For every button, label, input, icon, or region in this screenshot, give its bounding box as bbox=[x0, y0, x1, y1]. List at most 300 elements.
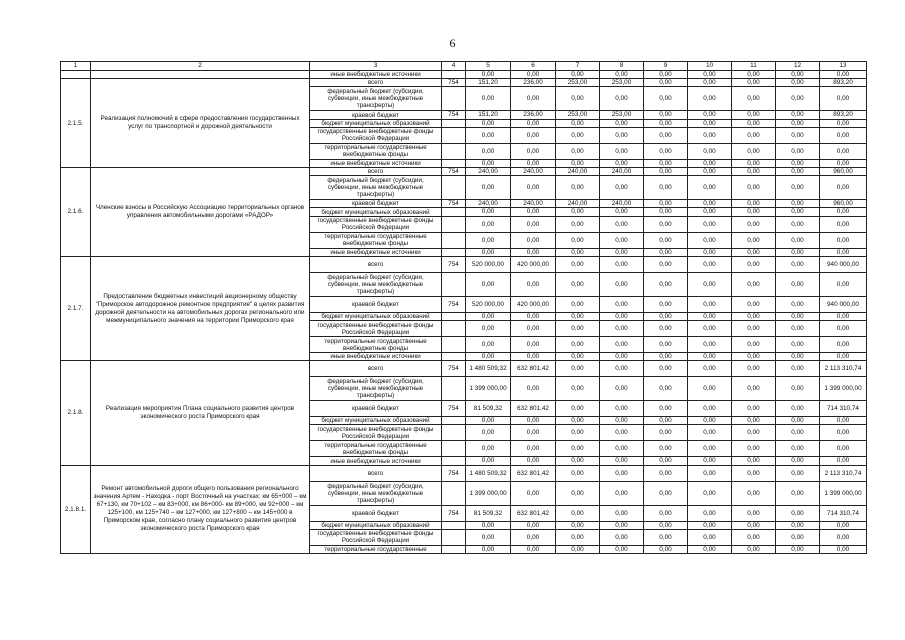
grbs-cell bbox=[442, 425, 466, 441]
value-cell: 0,00 bbox=[776, 272, 820, 296]
source-cell: территориальные государственные внебюджетные фонды bbox=[310, 337, 442, 353]
value-cell: 0,00 bbox=[600, 159, 644, 167]
value-cell: 0,00 bbox=[556, 441, 600, 457]
value-cell: 0,00 bbox=[688, 119, 732, 127]
value-cell: 632 801,42 bbox=[511, 401, 556, 417]
value-cell: 0,00 bbox=[600, 353, 644, 361]
value-cell: 0,00 bbox=[556, 71, 600, 79]
source-cell: государственные внебюджетные фонды Российской Федерации bbox=[310, 216, 442, 232]
value-cell: 0,00 bbox=[466, 417, 511, 425]
value-cell: 0,00 bbox=[732, 119, 776, 127]
value-cell: 0,00 bbox=[600, 417, 644, 425]
value-cell: 0,00 bbox=[776, 441, 820, 457]
value-cell: 0,00 bbox=[466, 143, 511, 159]
value-cell: 0,00 bbox=[600, 521, 644, 529]
value-cell: 0,00 bbox=[644, 312, 688, 320]
value-cell: 0,00 bbox=[511, 176, 556, 200]
value-cell: 0,00 bbox=[556, 353, 600, 361]
grbs-cell bbox=[442, 545, 466, 553]
value-cell: 0,00 bbox=[776, 119, 820, 127]
value-cell: 0,00 bbox=[776, 232, 820, 248]
value-cell: 0,00 bbox=[600, 208, 644, 216]
source-cell: всего bbox=[310, 256, 442, 272]
grbs-cell bbox=[442, 127, 466, 143]
value-cell: 0,00 bbox=[600, 441, 644, 457]
value-cell: 0,00 bbox=[600, 232, 644, 248]
value-cell: 0,00 bbox=[820, 87, 867, 111]
grbs-cell bbox=[442, 481, 466, 505]
budget-table bbox=[60, 61, 867, 554]
value-cell: 0,00 bbox=[556, 529, 600, 545]
source-cell: иные внебюджетные источники bbox=[310, 248, 442, 256]
source-cell: федеральный бюджет (субсидии, субвенции, иные межбюджетные трансферты) bbox=[310, 481, 442, 505]
value-cell: 253,00 bbox=[600, 111, 644, 119]
value-cell: 714 310,74 bbox=[820, 401, 867, 417]
value-cell: 0,00 bbox=[732, 521, 776, 529]
value-cell: 0,00 bbox=[511, 457, 556, 465]
column-header: 4 bbox=[442, 62, 466, 71]
column-header: 13 bbox=[820, 62, 867, 71]
value-cell: 0,00 bbox=[466, 208, 511, 216]
grbs-cell bbox=[442, 248, 466, 256]
grbs-cell: 754 bbox=[442, 200, 466, 208]
value-cell: 0,00 bbox=[511, 143, 556, 159]
grbs-cell: 754 bbox=[442, 111, 466, 119]
value-cell: 0,00 bbox=[688, 521, 732, 529]
value-cell: 0,00 bbox=[776, 377, 820, 401]
value-cell: 0,00 bbox=[466, 521, 511, 529]
value-cell: 632 801,42 bbox=[511, 361, 556, 377]
value-cell: 0,00 bbox=[511, 545, 556, 553]
section-name: Ремонт автомобильной дороги общего пользования регионального значения Артем - Находка - порт Восточный на участках: км 65+000 – км 67+130, км 70+102 – км 83+000, км 86+000- км 89+000, км 92+000 – км 125+100, км 125+740 – км 127+000, км 127+800 – км 145+000 в Приморском крае, согласно плану социального развития центров экономического роста Приморского края bbox=[91, 465, 310, 553]
source-cell: краевой бюджет bbox=[310, 111, 442, 119]
value-cell: 0,00 bbox=[511, 353, 556, 361]
value-cell: 0,00 bbox=[732, 111, 776, 119]
value-cell: 0,00 bbox=[466, 232, 511, 248]
value-cell: 0,00 bbox=[776, 457, 820, 465]
value-cell: 0,00 bbox=[732, 168, 776, 176]
column-header: 2 bbox=[91, 62, 310, 71]
value-cell: 0,00 bbox=[511, 321, 556, 337]
source-cell: краевой бюджет bbox=[310, 296, 442, 312]
value-cell: 0,00 bbox=[556, 361, 600, 377]
value-cell: 240,00 bbox=[600, 168, 644, 176]
value-cell: 0,00 bbox=[511, 216, 556, 232]
value-cell: 0,00 bbox=[688, 529, 732, 545]
value-cell: 0,00 bbox=[776, 417, 820, 425]
value-cell: 81 509,32 bbox=[466, 505, 511, 521]
value-cell: 0,00 bbox=[600, 127, 644, 143]
value-cell: 0,00 bbox=[688, 232, 732, 248]
value-cell: 0,00 bbox=[776, 353, 820, 361]
value-cell: 0,00 bbox=[644, 71, 688, 79]
value-cell: 0,00 bbox=[776, 208, 820, 216]
value-cell: 0,00 bbox=[511, 417, 556, 425]
value-cell: 0,00 bbox=[644, 441, 688, 457]
value-cell: 0,00 bbox=[820, 216, 867, 232]
value-cell: 0,00 bbox=[556, 401, 600, 417]
value-cell: 0,00 bbox=[732, 159, 776, 167]
value-cell: 0,00 bbox=[732, 143, 776, 159]
value-cell: 0,00 bbox=[511, 232, 556, 248]
value-cell: 0,00 bbox=[820, 441, 867, 457]
value-cell: 0,00 bbox=[820, 248, 867, 256]
value-cell: 0,00 bbox=[556, 321, 600, 337]
grbs-cell: 754 bbox=[442, 79, 466, 87]
value-cell: 0,00 bbox=[732, 256, 776, 272]
column-header: 6 bbox=[511, 62, 556, 71]
value-cell: 0,00 bbox=[732, 457, 776, 465]
value-cell: 0,00 bbox=[466, 441, 511, 457]
section-name: Реализация мероприятия Плана социального развития центров экономического роста Приморского края bbox=[91, 361, 310, 465]
value-cell: 0,00 bbox=[600, 71, 644, 79]
value-cell: 0,00 bbox=[688, 168, 732, 176]
value-cell: 0,00 bbox=[466, 248, 511, 256]
value-cell: 0,00 bbox=[644, 457, 688, 465]
value-cell: 0,00 bbox=[776, 521, 820, 529]
value-cell: 0,00 bbox=[820, 545, 867, 553]
value-cell: 0,00 bbox=[688, 87, 732, 111]
value-cell: 0,00 bbox=[776, 505, 820, 521]
value-cell: 0,00 bbox=[511, 377, 556, 401]
value-cell: 0,00 bbox=[556, 457, 600, 465]
column-header: 1 bbox=[61, 62, 91, 71]
value-cell: 2 113 310,74 bbox=[820, 361, 867, 377]
value-cell: 0,00 bbox=[732, 87, 776, 111]
value-cell: 960,00 bbox=[820, 168, 867, 176]
value-cell: 0,00 bbox=[511, 119, 556, 127]
value-cell: 0,00 bbox=[511, 87, 556, 111]
section-code: 2.1.5. bbox=[61, 79, 91, 168]
value-cell: 0,00 bbox=[466, 353, 511, 361]
value-cell: 240,00 bbox=[511, 168, 556, 176]
value-cell: 0,00 bbox=[600, 176, 644, 200]
value-cell: 0,00 bbox=[820, 232, 867, 248]
value-cell: 0,00 bbox=[644, 119, 688, 127]
value-cell: 0,00 bbox=[466, 127, 511, 143]
value-cell: 0,00 bbox=[732, 248, 776, 256]
value-cell: 0,00 bbox=[732, 361, 776, 377]
value-cell: 0,00 bbox=[688, 353, 732, 361]
value-cell: 240,00 bbox=[466, 168, 511, 176]
value-cell: 0,00 bbox=[732, 272, 776, 296]
value-cell: 0,00 bbox=[776, 401, 820, 417]
value-cell: 0,00 bbox=[732, 465, 776, 481]
value-cell: 0,00 bbox=[556, 417, 600, 425]
value-cell: 0,00 bbox=[820, 337, 867, 353]
value-cell: 0,00 bbox=[776, 176, 820, 200]
value-cell: 0,00 bbox=[644, 168, 688, 176]
value-cell: 0,00 bbox=[776, 337, 820, 353]
value-cell: 0,00 bbox=[556, 425, 600, 441]
value-cell: 0,00 bbox=[732, 79, 776, 87]
value-cell: 0,00 bbox=[644, 143, 688, 159]
value-cell: 0,00 bbox=[732, 417, 776, 425]
value-cell: 0,00 bbox=[820, 521, 867, 529]
value-cell: 0,00 bbox=[688, 481, 732, 505]
value-cell: 0,00 bbox=[556, 216, 600, 232]
value-cell: 940 000,00 bbox=[820, 256, 867, 272]
source-cell: бюджет муниципальных образований bbox=[310, 208, 442, 216]
value-cell: 0,00 bbox=[732, 425, 776, 441]
value-cell: 0,00 bbox=[688, 256, 732, 272]
source-cell: всего bbox=[310, 465, 442, 481]
value-cell: 0,00 bbox=[776, 312, 820, 320]
value-cell: 240,00 bbox=[600, 200, 644, 208]
value-cell: 0,00 bbox=[688, 248, 732, 256]
value-cell: 0,00 bbox=[688, 79, 732, 87]
value-cell: 0,00 bbox=[644, 521, 688, 529]
grbs-cell: 754 bbox=[442, 361, 466, 377]
value-cell: 0,00 bbox=[820, 208, 867, 216]
source-cell: иные внебюджетные источники bbox=[310, 457, 442, 465]
value-cell: 0,00 bbox=[466, 312, 511, 320]
value-cell: 0,00 bbox=[732, 337, 776, 353]
source-cell: бюджет муниципальных образований bbox=[310, 119, 442, 127]
column-header: 3 bbox=[310, 62, 442, 71]
value-cell: 0,00 bbox=[511, 71, 556, 79]
value-cell: 0,00 bbox=[600, 87, 644, 111]
value-cell: 0,00 bbox=[644, 200, 688, 208]
value-cell: 0,00 bbox=[644, 361, 688, 377]
table-body bbox=[61, 71, 867, 554]
value-cell: 0,00 bbox=[776, 425, 820, 441]
value-cell: 0,00 bbox=[556, 159, 600, 167]
value-cell: 0,00 bbox=[776, 481, 820, 505]
value-cell: 0,00 bbox=[732, 296, 776, 312]
source-cell: всего bbox=[310, 79, 442, 87]
value-cell: 0,00 bbox=[688, 465, 732, 481]
value-cell: 0,00 bbox=[688, 159, 732, 167]
value-cell: 0,00 bbox=[776, 159, 820, 167]
value-cell: 0,00 bbox=[820, 143, 867, 159]
column-header: 11 bbox=[732, 62, 776, 71]
value-cell: 1 480 509,32 bbox=[466, 465, 511, 481]
value-cell: 0,00 bbox=[600, 248, 644, 256]
value-cell: 0,00 bbox=[644, 111, 688, 119]
value-cell: 0,00 bbox=[820, 312, 867, 320]
source-cell: всего bbox=[310, 168, 442, 176]
value-cell: 0,00 bbox=[556, 545, 600, 553]
value-cell: 0,00 bbox=[732, 545, 776, 553]
value-cell: 0,00 bbox=[776, 296, 820, 312]
column-header: 10 bbox=[688, 62, 732, 71]
section-name: Реализация полномочий в сфере предоставления государственных услуг по транспортной и дорожной деятельности bbox=[91, 79, 310, 168]
value-cell: 0,00 bbox=[732, 401, 776, 417]
value-cell: 0,00 bbox=[600, 529, 644, 545]
value-cell: 0,00 bbox=[688, 425, 732, 441]
column-header: 8 bbox=[600, 62, 644, 71]
value-cell: 0,00 bbox=[776, 248, 820, 256]
value-cell: 0,00 bbox=[688, 321, 732, 337]
grbs-cell bbox=[442, 521, 466, 529]
value-cell: 0,00 bbox=[644, 216, 688, 232]
value-cell: 0,00 bbox=[511, 312, 556, 320]
value-cell: 0,00 bbox=[644, 176, 688, 200]
value-cell: 0,00 bbox=[644, 417, 688, 425]
value-cell: 0,00 bbox=[556, 232, 600, 248]
grbs-cell bbox=[442, 119, 466, 127]
value-cell: 714 310,74 bbox=[820, 505, 867, 521]
source-cell: государственные внебюджетные фонды Российской Федерации bbox=[310, 127, 442, 143]
value-cell: 253,00 bbox=[600, 79, 644, 87]
value-cell: 0,00 bbox=[644, 232, 688, 248]
value-cell: 0,00 bbox=[600, 312, 644, 320]
value-cell: 0,00 bbox=[688, 337, 732, 353]
source-cell: иные внебюджетные источники bbox=[310, 353, 442, 361]
table-row bbox=[61, 168, 867, 176]
value-cell: 420 000,00 bbox=[511, 296, 556, 312]
value-cell: 0,00 bbox=[466, 321, 511, 337]
source-cell: федеральный бюджет (субсидии, субвенции, иные межбюджетные трансферты) bbox=[310, 176, 442, 200]
value-cell: 0,00 bbox=[688, 127, 732, 143]
source-cell: территориальные государственные внебюджетные фонды bbox=[310, 441, 442, 457]
value-cell: 240,00 bbox=[556, 168, 600, 176]
value-cell: 0,00 bbox=[600, 337, 644, 353]
value-cell: 0,00 bbox=[511, 159, 556, 167]
section-name: Членские взносы в Российскую Ассоциацию территориальных органов управления автомобильными дорогами «РАДОР» bbox=[91, 168, 310, 257]
value-cell: 0,00 bbox=[820, 321, 867, 337]
value-cell: 0,00 bbox=[820, 127, 867, 143]
value-cell: 0,00 bbox=[688, 505, 732, 521]
value-cell: 0,00 bbox=[600, 425, 644, 441]
value-cell: 151,20 bbox=[466, 79, 511, 87]
source-cell: краевой бюджет bbox=[310, 505, 442, 521]
column-header: 9 bbox=[644, 62, 688, 71]
source-cell: бюджет муниципальных образований bbox=[310, 417, 442, 425]
grbs-cell: 754 bbox=[442, 465, 466, 481]
value-cell: 236,00 bbox=[511, 79, 556, 87]
value-cell: 0,00 bbox=[776, 71, 820, 79]
value-cell: 0,00 bbox=[732, 200, 776, 208]
value-cell: 0,00 bbox=[688, 401, 732, 417]
value-cell: 0,00 bbox=[820, 159, 867, 167]
value-cell: 632 801,42 bbox=[511, 465, 556, 481]
value-cell: 0,00 bbox=[644, 353, 688, 361]
grbs-cell bbox=[442, 441, 466, 457]
value-cell: 0,00 bbox=[556, 377, 600, 401]
grbs-cell: 754 bbox=[442, 505, 466, 521]
value-cell: 0,00 bbox=[600, 296, 644, 312]
grbs-cell bbox=[442, 377, 466, 401]
value-cell: 960,00 bbox=[820, 200, 867, 208]
value-cell: 0,00 bbox=[776, 87, 820, 111]
value-cell: 0,00 bbox=[600, 505, 644, 521]
value-cell: 0,00 bbox=[556, 256, 600, 272]
value-cell: 0,00 bbox=[644, 256, 688, 272]
value-cell: 0,00 bbox=[688, 457, 732, 465]
value-cell: 0,00 bbox=[600, 119, 644, 127]
value-cell: 0,00 bbox=[688, 208, 732, 216]
value-cell: 0,00 bbox=[688, 143, 732, 159]
value-cell: 0,00 bbox=[688, 545, 732, 553]
value-cell: 0,00 bbox=[644, 401, 688, 417]
value-cell: 240,00 bbox=[511, 200, 556, 208]
section-code: 2.1.7. bbox=[61, 256, 91, 360]
grbs-cell bbox=[442, 176, 466, 200]
value-cell: 0,00 bbox=[644, 481, 688, 505]
value-cell: 0,00 bbox=[776, 111, 820, 119]
value-cell: 0,00 bbox=[600, 272, 644, 296]
value-cell: 0,00 bbox=[688, 216, 732, 232]
grbs-cell bbox=[442, 216, 466, 232]
source-cell: федеральный бюджет (субсидии, субвенции, иные межбюджетные трансферты) bbox=[310, 377, 442, 401]
value-cell: 0,00 bbox=[732, 529, 776, 545]
value-cell: 0,00 bbox=[644, 208, 688, 216]
grbs-cell bbox=[442, 71, 466, 79]
source-cell: федеральный бюджет (субсидии, субвенции, иные межбюджетные трансферты) bbox=[310, 272, 442, 296]
value-cell: 0,00 bbox=[688, 200, 732, 208]
value-cell: 0,00 bbox=[688, 377, 732, 401]
value-cell: 0,00 bbox=[556, 87, 600, 111]
value-cell: 0,00 bbox=[600, 465, 644, 481]
value-cell: 0,00 bbox=[556, 481, 600, 505]
value-cell: 0,00 bbox=[820, 119, 867, 127]
value-cell: 0,00 bbox=[820, 529, 867, 545]
grbs-cell bbox=[442, 87, 466, 111]
value-cell: 0,00 bbox=[511, 208, 556, 216]
grbs-cell bbox=[442, 272, 466, 296]
grbs-cell: 754 bbox=[442, 401, 466, 417]
value-cell: 0,00 bbox=[466, 87, 511, 111]
source-cell: бюджет муниципальных образований bbox=[310, 521, 442, 529]
section-code: 2.1.8.1. bbox=[61, 465, 91, 553]
column-header: 12 bbox=[776, 62, 820, 71]
value-cell: 0,00 bbox=[688, 71, 732, 79]
value-cell: 0,00 bbox=[466, 159, 511, 167]
value-cell: 0,00 bbox=[600, 481, 644, 505]
value-cell: 0,00 bbox=[556, 296, 600, 312]
grbs-cell bbox=[442, 321, 466, 337]
value-cell: 0,00 bbox=[776, 321, 820, 337]
value-cell: 0,00 bbox=[644, 465, 688, 481]
source-cell: территориальные государственные внебюджетные фонды bbox=[310, 143, 442, 159]
value-cell: 0,00 bbox=[820, 176, 867, 200]
value-cell: 0,00 bbox=[466, 425, 511, 441]
value-cell: 0,00 bbox=[644, 127, 688, 143]
value-cell: 0,00 bbox=[688, 441, 732, 457]
value-cell: 0,00 bbox=[732, 321, 776, 337]
column-header: 5 bbox=[466, 62, 511, 71]
value-cell: 81 509,32 bbox=[466, 401, 511, 417]
value-cell: 0,00 bbox=[600, 256, 644, 272]
value-cell: 0,00 bbox=[776, 361, 820, 377]
value-cell: 0,00 bbox=[820, 417, 867, 425]
value-cell: 0,00 bbox=[820, 353, 867, 361]
value-cell: 0,00 bbox=[732, 377, 776, 401]
value-cell: 0,00 bbox=[466, 71, 511, 79]
value-cell: 0,00 bbox=[466, 337, 511, 353]
source-cell: федеральный бюджет (субсидии, субвенции, иные межбюджетные трансферты) bbox=[310, 87, 442, 111]
value-cell: 0,00 bbox=[688, 111, 732, 119]
value-cell: 0,00 bbox=[556, 272, 600, 296]
value-cell: 0,00 bbox=[644, 337, 688, 353]
value-cell: 0,00 bbox=[820, 71, 867, 79]
value-cell: 0,00 bbox=[644, 159, 688, 167]
value-cell: 0,00 bbox=[776, 168, 820, 176]
value-cell: 0,00 bbox=[776, 143, 820, 159]
value-cell: 0,00 bbox=[511, 521, 556, 529]
value-cell: 0,00 bbox=[776, 127, 820, 143]
value-cell: 1 399 000,00 bbox=[820, 481, 867, 505]
value-cell: 0,00 bbox=[644, 296, 688, 312]
value-cell: 0,00 bbox=[556, 521, 600, 529]
value-cell: 0,00 bbox=[556, 143, 600, 159]
value-cell: 0,00 bbox=[776, 200, 820, 208]
grbs-cell bbox=[442, 337, 466, 353]
value-cell: 0,00 bbox=[556, 248, 600, 256]
value-cell: 0,00 bbox=[511, 481, 556, 505]
